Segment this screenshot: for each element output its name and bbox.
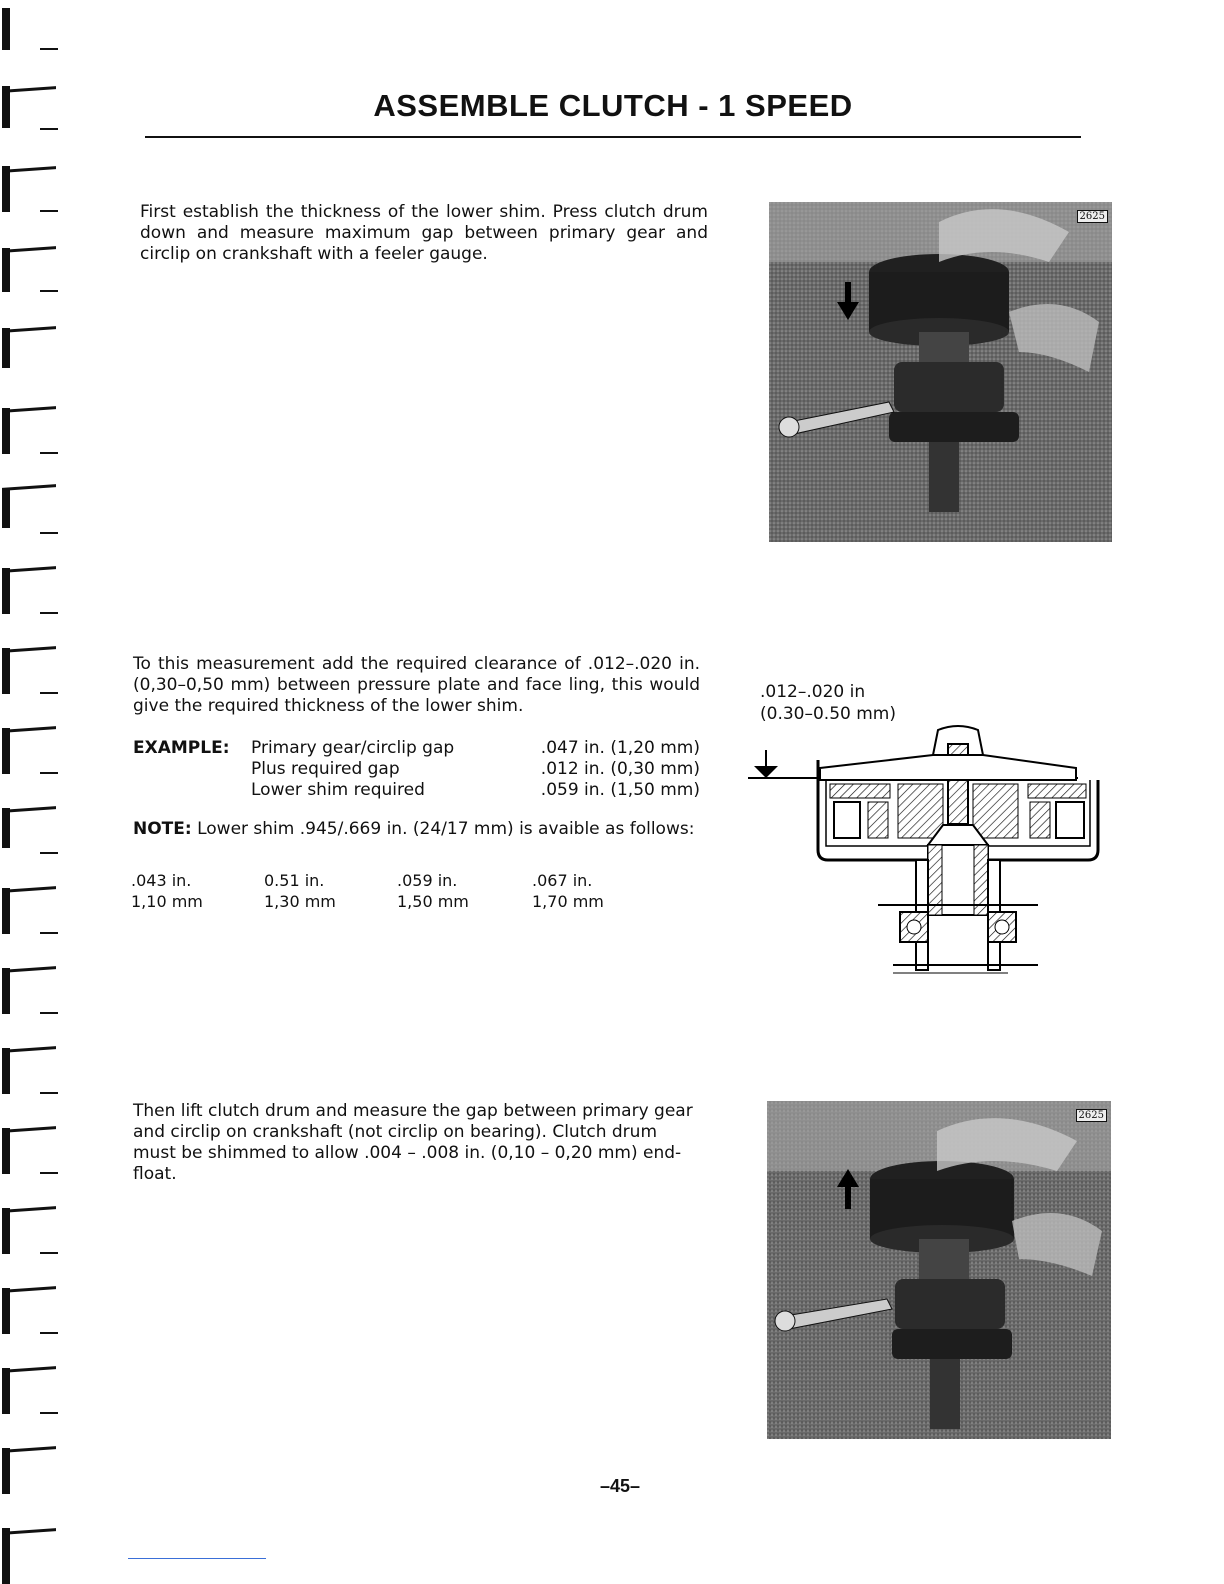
example-value: .059 in. (1,50 mm) bbox=[540, 780, 700, 800]
example-value: .012 in. (0,30 mm) bbox=[540, 759, 700, 779]
clutch-lift-illustration bbox=[767, 1101, 1111, 1439]
photo-press-clutch-down bbox=[769, 202, 1112, 542]
arrow-down-icon bbox=[754, 750, 778, 778]
example-value: .047 in. (1,20 mm) bbox=[540, 738, 700, 758]
shim-size-mm: 1,10 mm bbox=[131, 892, 203, 911]
shim-size-mm: 1,70 mm bbox=[532, 892, 604, 911]
example-label: EXAMPLE: bbox=[133, 738, 230, 758]
note-label: NOTE: bbox=[133, 819, 192, 839]
photo-number-tag: 2625 bbox=[1076, 1109, 1107, 1122]
page-number: –45– bbox=[599, 1476, 641, 1496]
shim-size-inch: 0.51 in. bbox=[264, 871, 325, 890]
photo-number-tag: 2625 bbox=[1077, 210, 1108, 223]
title-rule bbox=[145, 136, 1081, 138]
shim-size bbox=[397, 870, 469, 912]
clutch-cross-section-diagram bbox=[748, 660, 1118, 990]
example-desc: Plus required gap bbox=[251, 759, 400, 779]
clutch-press-illustration bbox=[769, 202, 1112, 542]
cross-section-drawing bbox=[748, 660, 1118, 990]
shim-size-mm: 1,50 mm bbox=[397, 892, 469, 911]
shim-size bbox=[264, 870, 336, 912]
note-block bbox=[133, 819, 700, 840]
shim-size-inch: .059 in. bbox=[397, 871, 458, 890]
example-row bbox=[133, 759, 700, 780]
example-block bbox=[133, 738, 700, 801]
shim-size-inch: .067 in. bbox=[532, 871, 593, 890]
footer-line bbox=[128, 1558, 266, 1559]
step1-text: First establish the thickness of the lower shim. Press clutch drum down and measure maximum gap between primary gear and circlip on crankshaft with a feeler gauge. bbox=[140, 202, 708, 264]
example-row bbox=[133, 738, 700, 759]
shim-size-inch: .043 in. bbox=[131, 871, 192, 890]
page-title: ASSEMBLE CLUTCH - 1 SPEED bbox=[373, 88, 853, 123]
shim-size-mm: 1,30 mm bbox=[264, 892, 336, 911]
clearance-caption: .012–.020 in bbox=[760, 682, 866, 702]
photo-lift-clutch-drum bbox=[767, 1101, 1111, 1439]
binding-marks bbox=[0, 0, 70, 1584]
note-text: Lower shim .945/.669 in. (24/17 mm) is avaible as follows: bbox=[197, 819, 695, 839]
step3-text: Then lift clutch drum and measure the gap between primary gear and circlip on crankshaft (not circlip on bearing). Clutch drum must be shimmed to allow .004 – .008 in. (0,10 – 0,20 mm) end-float. bbox=[133, 1101, 693, 1184]
example-row bbox=[133, 780, 700, 801]
shim-size bbox=[131, 870, 203, 912]
shim-size bbox=[532, 870, 604, 912]
example-desc: Primary gear/circlip gap bbox=[251, 738, 455, 758]
clearance-caption-mm: (0.30–0.50 mm) bbox=[760, 704, 896, 724]
step2-text: To this measurement add the required clearance of .012–.020 in. (0,30–0,50 mm) between pressure plate and face ling, this would give the required thickness of the lower shim. bbox=[133, 654, 700, 716]
example-desc: Lower shim required bbox=[251, 780, 425, 800]
